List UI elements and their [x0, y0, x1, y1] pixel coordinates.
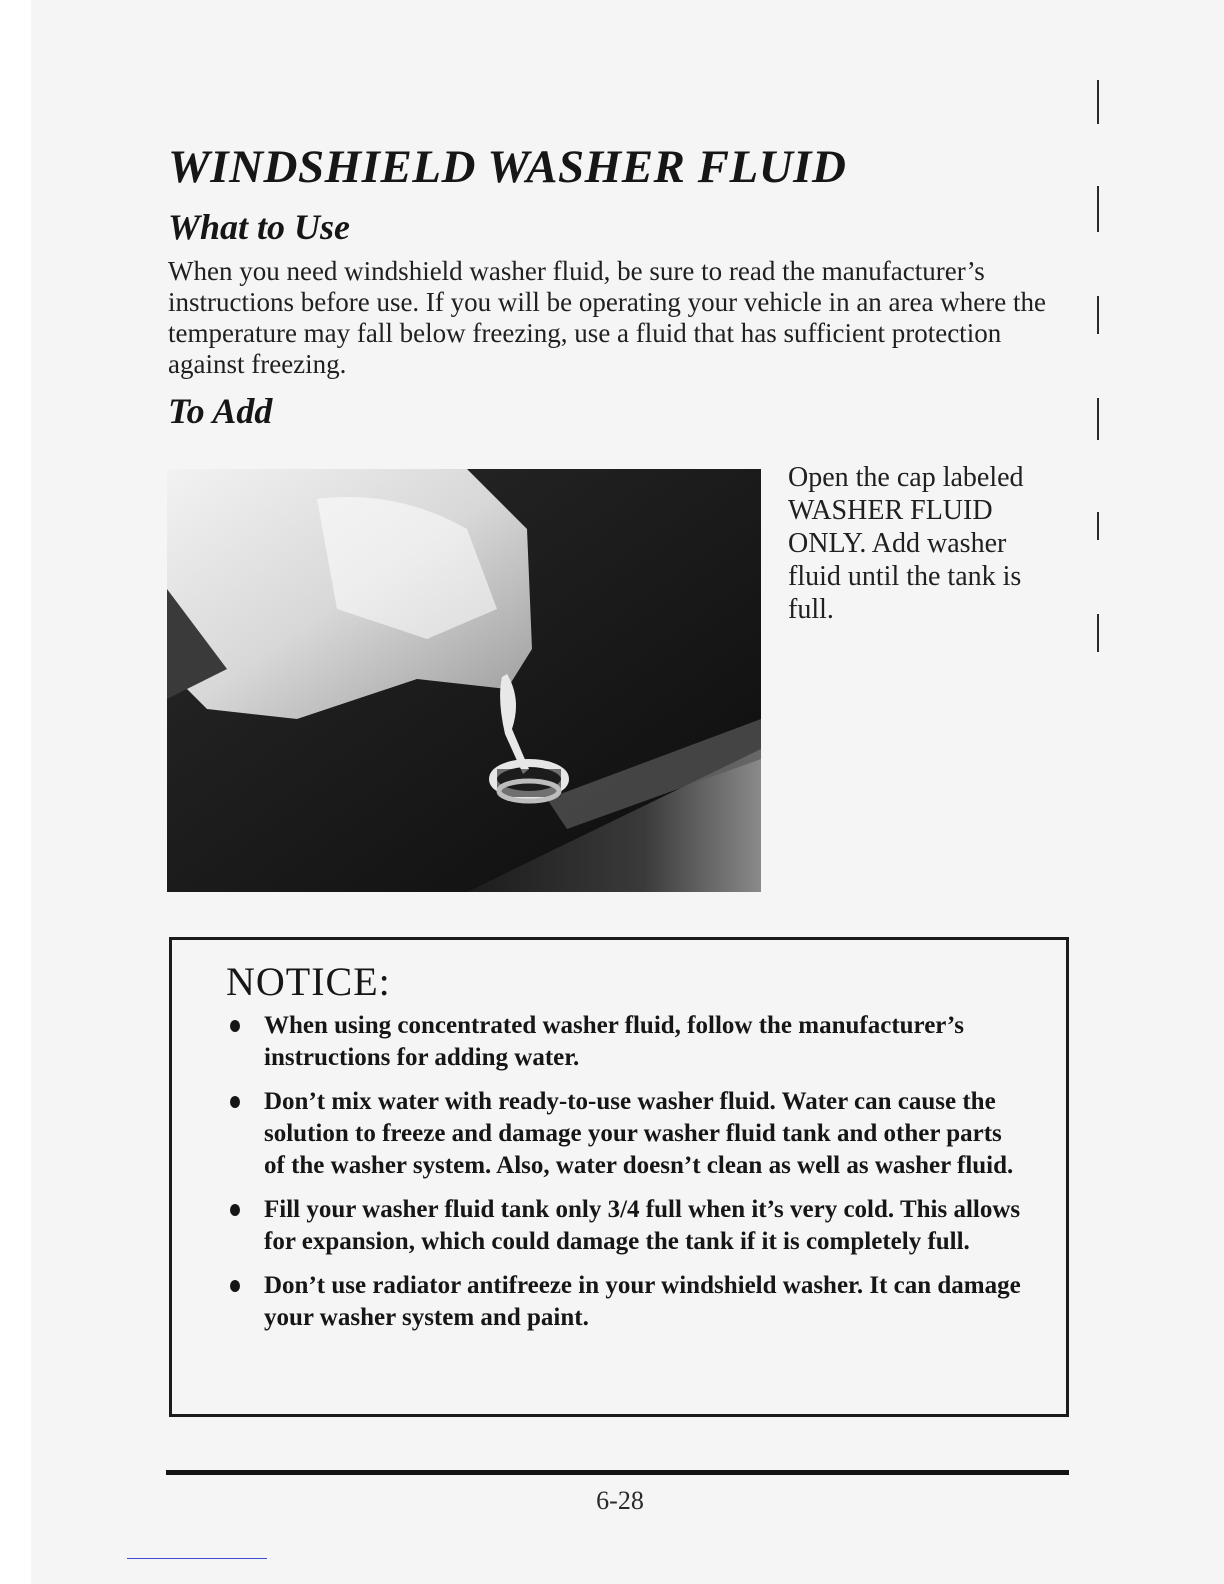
- page-number: 6-28: [596, 1486, 644, 1515]
- notice-item: [264, 1010, 1024, 1074]
- notice-item-text: Don’t mix water with ready-to-use washer fluid. Water can cause the solution to freeze and damage your washer fluid tank and other parts of the washer system. Also, water doesn’t clean as well as washer fluid.: [264, 1088, 1014, 1179]
- what-to-use-paragraph: When you need windshield washer fluid, be sure to read the manufacturer’s instructions before use. If you will be operating your vehicle in an area where the temperature may fall below freezing, use a fluid that has sufficient protection against freezing.: [168, 256, 1046, 379]
- footer-rule: [166, 1470, 1069, 1475]
- change-bar: [1097, 296, 1099, 334]
- notice-item: [264, 1086, 1024, 1182]
- notice-item: [264, 1270, 1024, 1334]
- notice-item: [264, 1194, 1024, 1258]
- notice-box: [169, 937, 1069, 1417]
- change-bar: [1097, 80, 1099, 124]
- notice-item-text: Don’t use radiator antifreeze in your windshield washer. It can damage your washer system and paint.: [264, 1272, 1021, 1331]
- change-bar: [1097, 512, 1099, 540]
- what-to-use-heading: What to Use: [168, 207, 351, 247]
- bullet-icon: [230, 1096, 240, 1108]
- washer-fluid-photo: [167, 469, 761, 892]
- notice-item-text: Fill your washer fluid tank only 3/4 full when it’s very cold. This allows for expansion, which could damage the tank if it is completely full.: [264, 1196, 1021, 1255]
- corner-link-line: [127, 1558, 267, 1559]
- change-bar: [1097, 398, 1099, 440]
- notice-list: [264, 1010, 1024, 1346]
- to-add-heading: To Add: [168, 391, 273, 431]
- bullet-icon: [230, 1204, 240, 1216]
- bullet-icon: [230, 1280, 240, 1292]
- change-bar: [1097, 614, 1099, 652]
- to-add-instructions: Open the cap labeled WASHER FLUID ONLY. Add washer fluid until the tank is full.: [788, 462, 1024, 625]
- page-left-margin: [0, 0, 31, 1584]
- bullet-icon: [230, 1020, 240, 1032]
- page-title: WINDSHIELD WASHER FLUID: [168, 141, 847, 193]
- notice-heading: NOTICE:: [226, 959, 391, 1004]
- notice-item-text: When using concentrated washer fluid, follow the manufacturer’s instructions for adding water.: [264, 1012, 964, 1071]
- change-bar: [1097, 186, 1099, 232]
